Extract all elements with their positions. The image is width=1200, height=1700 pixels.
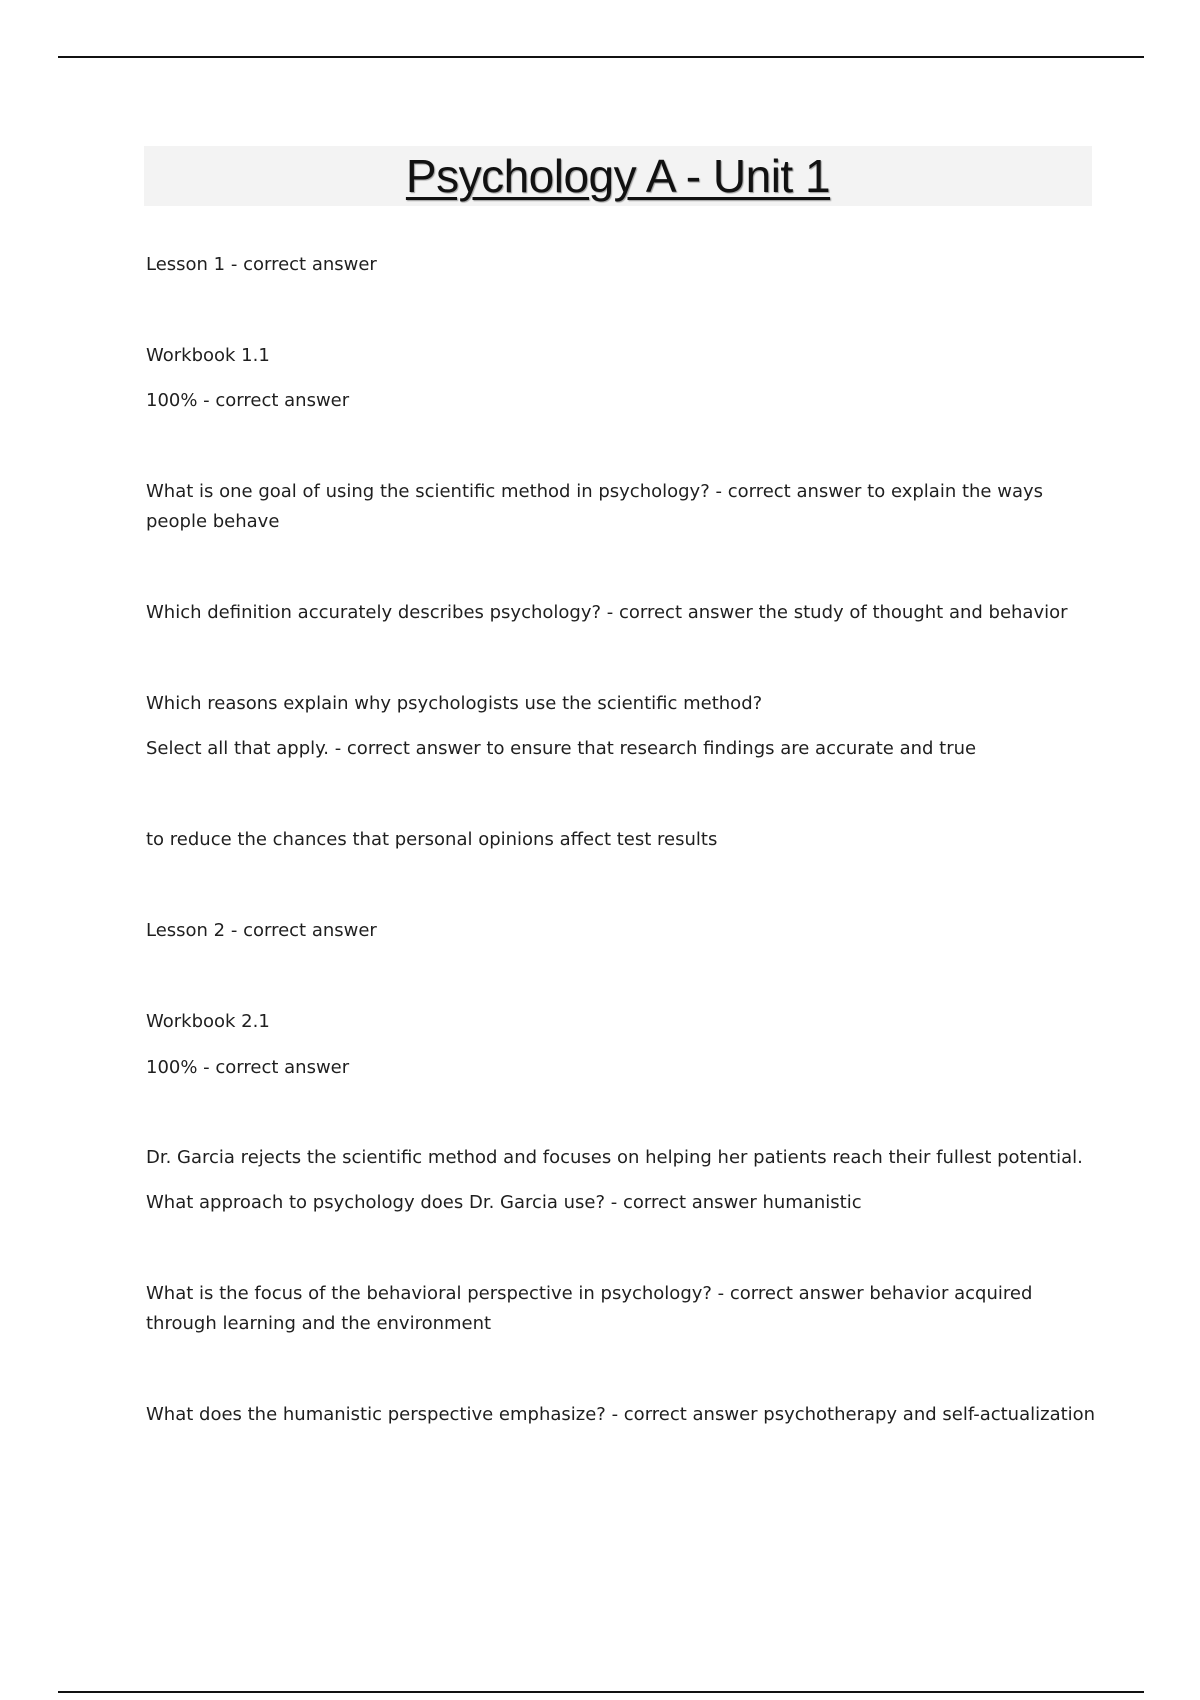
bottom-rule (58, 1691, 1144, 1693)
workbook-2-1-heading: Workbook 2.1 (146, 1011, 270, 1032)
workbook-1-1-score: 100% - correct answer (146, 390, 350, 411)
question-dr-garcia-approach: What approach to psychology does Dr. Garcia use? - correct answer humanistic (146, 1192, 862, 1213)
workbook-2-1-score: 100% - correct answer (146, 1057, 350, 1078)
page-title: Psychology A - Unit 1 (405, 150, 831, 202)
question-dr-garcia-context: Dr. Garcia rejects the scientific method and focuses on helping her patients reach their fullest potential. (146, 1147, 1083, 1168)
question-behavioral-perspective: What is the focus of the behavioral perspective in psychology? - correct answer behavior acquired through learning and the environment (146, 1283, 1033, 1334)
question-reasons-scientific-method: Which reasons explain why psychologists use the scientific method? (146, 693, 763, 714)
question-definition-psychology: Which definition accurately describes psychology? - correct answer the study of thought and behavior (146, 602, 1068, 623)
lesson-2-heading: Lesson 2 - correct answer (146, 920, 377, 941)
lesson-1-heading: Lesson 1 - correct answer (146, 254, 377, 275)
top-rule (58, 56, 1144, 58)
answer-reduce-personal-opinions: to reduce the chances that personal opinions affect test results (146, 829, 718, 850)
question-scientific-method-goal: What is one goal of using the scientific method in psychology? - correct answer to explain the ways people behave (146, 481, 1044, 532)
title-band (144, 146, 1092, 206)
question-humanistic-perspective: What does the humanistic perspective emphasize? - correct answer psychotherapy and self-actualization (146, 1404, 1096, 1425)
answer-select-all-that-apply: Select all that apply. - correct answer to ensure that research findings are accurate and true (146, 738, 977, 759)
workbook-1-1-heading: Workbook 1.1 (146, 345, 270, 366)
